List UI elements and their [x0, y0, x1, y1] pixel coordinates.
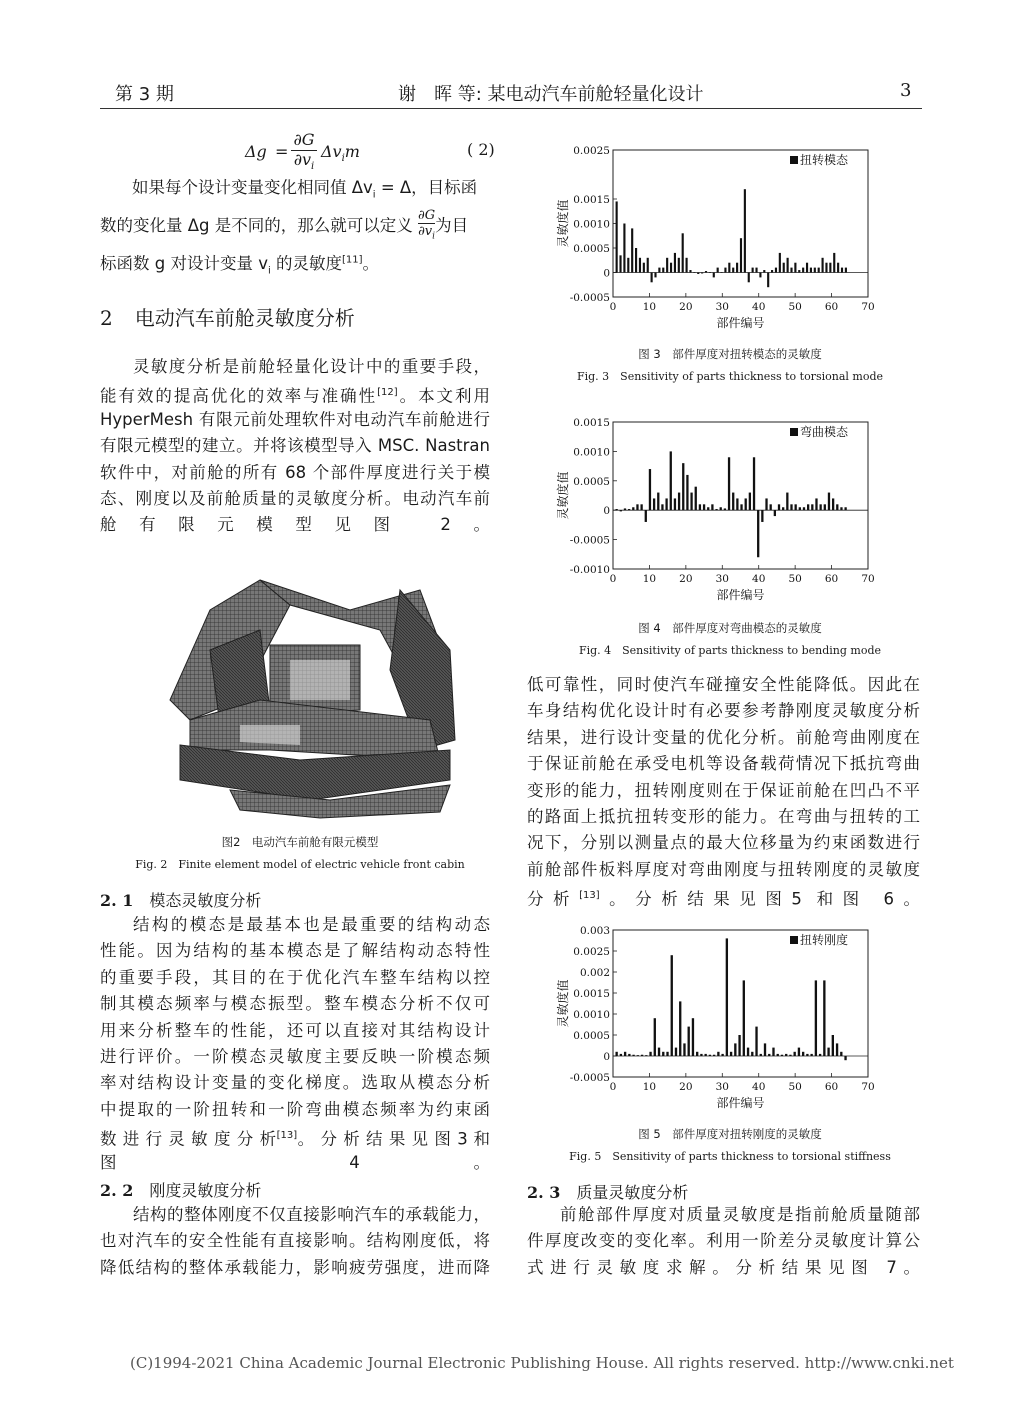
x-tick-label: 50: [788, 301, 802, 313]
bar: [798, 270, 800, 272]
s23-line-2: 件厚度改变的变化率。利用一阶差分灵敏度计算公: [527, 1231, 920, 1251]
bar: [715, 509, 717, 510]
r-line-6: 的路面上抵抗扭转变形的能力。在弯曲与扭转的工: [527, 806, 920, 826]
bar: [803, 507, 805, 510]
bar: [671, 955, 673, 1056]
bar: [686, 258, 688, 273]
bar: [823, 980, 825, 1056]
bar: [662, 268, 664, 273]
bar: [705, 271, 707, 272]
fig2-caption-en: Fig. 2 Finite element model of electric vehicle front cabin: [135, 858, 465, 871]
bar: [728, 457, 730, 510]
sec2-line-7: 舱有限元模型见图 2。: [100, 515, 490, 535]
bar: [771, 270, 773, 272]
s21-line-3: 的重要手段，其目的在于优化汽车整车结构以控: [100, 967, 490, 987]
bar: [829, 263, 831, 273]
s21-line-1: 结构的模态是最基本也是最重要的结构动态: [133, 915, 490, 934]
sec2-line-3: HyperMesh 有限元前处理软件对电动汽车前舱进行: [100, 409, 490, 429]
fig3-caption-zh: 图 3 部件厚度对扭转模态的灵敏度: [638, 347, 822, 361]
page-number: 3: [900, 80, 912, 101]
bar: [825, 263, 827, 273]
bar: [701, 273, 703, 274]
x-tick-label: 70: [861, 1081, 875, 1093]
x-tick-label: 30: [715, 573, 729, 585]
x-tick-label: 40: [752, 301, 766, 313]
bar: [786, 493, 788, 511]
bar: [747, 1048, 749, 1056]
bar: [635, 248, 637, 273]
bar: [822, 258, 824, 273]
bar: [844, 507, 846, 510]
intro-line-1: 如果每个设计变量变化相同值 $\Delta v_i = \Delta$，目标函: [132, 178, 478, 201]
bar: [778, 504, 780, 510]
bar: [674, 253, 676, 273]
bar: [686, 475, 688, 510]
fig4-caption-zh: 图 4 部件厚度对弯曲模态的灵敏度: [638, 621, 822, 635]
s23-line-1: 前舱部件厚度对质量灵敏度是指前舱质量随部: [560, 1205, 920, 1224]
y-tick-label: 0.0015: [573, 988, 610, 1000]
bar: [623, 224, 625, 273]
bar: [753, 457, 755, 510]
bar: [647, 258, 649, 273]
bar: [802, 268, 804, 273]
legend-swatch: [790, 936, 798, 944]
bar: [620, 510, 622, 511]
y-tick-label: 0.0025: [573, 946, 610, 958]
bar: [795, 504, 797, 510]
bar: [736, 498, 738, 510]
bar: [798, 1048, 800, 1056]
r-line-4: 于保证前舱在承受电机等设备载荷情况下抵抗弯曲: [527, 754, 920, 774]
bar: [689, 270, 691, 272]
bar: [696, 1052, 698, 1056]
x-tick-label: 70: [861, 573, 875, 585]
bar: [657, 493, 659, 511]
bar: [845, 268, 847, 273]
bar: [632, 507, 634, 510]
section22-paragraph: [100, 1202, 490, 1281]
formula-rhs: $\Delta v_im$: [321, 142, 360, 165]
bar: [643, 263, 645, 273]
subsection-heading-2-1: 2. 1 模态灵敏度分析: [100, 891, 262, 910]
x-axis-label: 部件编号: [716, 1096, 765, 1110]
bar: [707, 507, 709, 510]
y-tick-label: 0.0010: [573, 1009, 610, 1021]
bar: [785, 1054, 787, 1056]
bar: [819, 504, 821, 510]
bar: [732, 493, 734, 511]
bar: [688, 1027, 690, 1056]
bar: [627, 258, 629, 273]
bar: [645, 1055, 647, 1056]
section2-paragraph: [100, 354, 490, 539]
bar: [726, 938, 728, 1056]
bar: [810, 1054, 812, 1056]
bar: [836, 504, 838, 510]
bar: [819, 1054, 821, 1056]
bar: [690, 493, 692, 511]
issue-number: 第 3 期: [115, 84, 174, 105]
formula-2: [245, 130, 495, 174]
y-tick-label: -0.0005: [569, 292, 610, 304]
bar: [832, 1035, 834, 1056]
bar: [730, 1052, 732, 1056]
r-line-2: 车身结构优化设计时有必要参考静刚度灵敏度分析: [527, 701, 920, 721]
bar: [770, 504, 772, 510]
bar: [833, 253, 835, 273]
s21-line-2: 性能。因为结构的基本模态是了解结构动态特性: [100, 941, 490, 961]
x-tick-label: 60: [824, 301, 839, 313]
x-tick-label: 10: [642, 301, 657, 313]
bar: [768, 1054, 770, 1056]
sec2-line-1: 灵敏度分析是前舱轻量化设计中的重要手段，: [133, 357, 490, 376]
x-tick-label: 0: [609, 1081, 617, 1093]
y-tick-label: 0.002: [579, 967, 610, 979]
bar: [782, 507, 784, 510]
bar: [679, 1001, 681, 1056]
section-heading-2: 2 电动汽车前舱灵敏度分析: [100, 306, 355, 330]
x-tick-label: 70: [861, 301, 875, 313]
section21-paragraph: [100, 912, 490, 1176]
bar: [615, 1052, 617, 1056]
bar: [720, 272, 722, 273]
y-tick-label: -0.0005: [569, 1072, 610, 1084]
bar: [654, 1018, 656, 1056]
bar: [763, 270, 765, 272]
bar: [724, 508, 726, 510]
bar: [654, 273, 656, 278]
bar: [738, 1035, 740, 1056]
x-tick-label: 0: [609, 301, 617, 313]
fig5-caption-zh: 图 5 部件厚度对扭转刚度的灵敏度: [638, 1127, 822, 1141]
bar: [783, 263, 785, 273]
bar: [619, 255, 621, 272]
formula-number: ( 2): [467, 140, 495, 159]
bar: [841, 268, 843, 273]
copyright-footer: (C)1994-2021 China Academic Journal Electronic Publishing House. All rights reserved. http://www.cnki.net: [130, 1354, 954, 1372]
bar: [745, 498, 747, 510]
bar: [713, 273, 715, 278]
bar: [777, 1054, 779, 1056]
s21-line-7: 率对结构设计变量的变化梯度。选取从模态分析: [100, 1073, 490, 1093]
bar: [717, 268, 719, 273]
s21-line-5: 用来分析整车的性能，还可以直接对其结构设计: [100, 1020, 490, 1040]
bar: [640, 504, 642, 510]
bar: [713, 1055, 715, 1056]
x-tick-label: 10: [642, 1081, 657, 1093]
y-tick-label: 0.0010: [573, 446, 610, 459]
x-tick-label: 50: [788, 573, 802, 585]
formula-eq: =: [275, 142, 289, 161]
bar: [620, 1054, 622, 1056]
bar: [697, 273, 699, 274]
x-tick-label: 40: [752, 573, 766, 585]
legend-label: 扭转刚度: [800, 933, 849, 947]
bar: [767, 273, 769, 288]
bar: [645, 510, 647, 522]
sec2-line-6: 态、刚度以及前舱质量的灵敏度分析。电动汽车前: [100, 488, 490, 508]
y-axis-label: 灵敏度值: [556, 979, 570, 1028]
bar: [774, 510, 776, 516]
bar: [765, 498, 767, 510]
sec2-line-2: 能有效的提高优化的效率与准确性[12]。本文利用: [100, 386, 491, 406]
x-tick-label: 0: [609, 573, 617, 585]
fig2-caption-zh: 图2 电动汽车前舱有限元模型: [221, 835, 379, 849]
bar: [616, 201, 618, 272]
fe-model-image: [150, 550, 460, 820]
bar: [721, 1054, 723, 1056]
bar: [628, 1054, 630, 1056]
bar: [790, 268, 792, 273]
legend-label: 扭转模态: [800, 153, 849, 167]
bar: [779, 253, 781, 273]
bar: [711, 504, 713, 510]
bar: [700, 1054, 702, 1056]
bar: [736, 263, 738, 273]
r-line-7: 况下，分别以测量点的最大位移量为约束函数进行: [527, 833, 920, 853]
y-tick-label: 0.0005: [573, 475, 610, 488]
x-axis-label: 部件编号: [716, 316, 765, 330]
subsection-heading-2-3: 2. 3 质量灵敏度分析: [527, 1183, 689, 1202]
x-tick-label: 60: [824, 573, 839, 585]
right-paragraph: [527, 672, 920, 910]
r-line-3: 结果，进行设计变量的优化分析。前舱弯曲刚度在: [527, 727, 920, 747]
y-tick-label: 0.0015: [573, 417, 610, 429]
bar: [789, 1055, 791, 1056]
bar: [670, 451, 672, 510]
y-tick-label: 0: [603, 505, 610, 518]
y-axis-label: 灵敏度值: [556, 471, 570, 520]
chart-torsional-mode: [555, 140, 890, 340]
x-tick-label: 10: [642, 573, 657, 585]
bar: [794, 1052, 796, 1056]
y-tick-label: 0: [603, 267, 610, 280]
sec2-line-4: 有限元模型的建立。并将该模型导入 MSC. Nastran: [100, 436, 490, 456]
y-tick-label: 0.0010: [573, 218, 610, 231]
bar: [811, 504, 813, 510]
legend-swatch: [790, 428, 798, 436]
bar: [748, 273, 750, 283]
r-line-8: 前舱部件板料厚度对弯曲刚度与扭转刚度的灵敏度: [527, 859, 920, 879]
bar: [692, 1018, 694, 1056]
bar: [665, 498, 667, 510]
bar: [827, 1048, 829, 1056]
subsection-heading-2-2: 2. 2 刚度灵敏度分析: [100, 1181, 262, 1200]
bar: [840, 507, 842, 510]
y-tick-label: -0.0010: [569, 564, 610, 576]
bar: [674, 498, 676, 510]
bar: [749, 493, 751, 511]
x-tick-label: 20: [679, 573, 693, 585]
bar: [806, 263, 808, 273]
bar: [615, 509, 617, 510]
bar: [682, 463, 684, 510]
x-tick-label: 30: [715, 301, 729, 313]
fig5-caption-en: Fig. 5 Sensitivity of parts thickness to torsional stiffness: [569, 1150, 891, 1163]
y-axis-label: 灵敏度值: [556, 199, 570, 248]
s22-line-2: 也对汽车的安全性能有直接影响。结构刚度低，将: [100, 1231, 490, 1251]
bar: [744, 189, 746, 272]
running-title: 谢 晖 等: 某电动汽车前舱轻量化设计: [398, 84, 704, 105]
bar: [661, 504, 663, 510]
bar: [732, 268, 734, 273]
chart-bending-mode: [555, 412, 890, 612]
bar: [832, 498, 834, 510]
bar: [709, 1055, 711, 1056]
bar: [828, 493, 830, 511]
formula-lhs: Δg: [245, 142, 267, 161]
legend-label: 弯曲模态: [800, 425, 849, 439]
s21-line-9: 数 进 行 灵 敏 度 分 析[13]。 分 析 结 果 见 图 3 和: [100, 1129, 490, 1149]
bar: [624, 508, 626, 510]
bar: [653, 498, 655, 510]
bar: [836, 1043, 838, 1056]
bar: [695, 487, 697, 511]
x-axis-label: 部件编号: [716, 588, 765, 602]
bar: [678, 493, 680, 511]
bar: [740, 238, 742, 272]
x-tick-label: 50: [788, 1081, 802, 1093]
bar: [844, 1056, 846, 1060]
y-tick-label: 0.0005: [573, 243, 610, 255]
r-line-9: 分析[13]。分析结果见图5 和图 6。: [527, 889, 920, 909]
bar: [717, 1052, 719, 1056]
inline-fraction: $\frac{\partial G}{\partial v_i}$: [418, 208, 436, 242]
bar: [666, 258, 668, 273]
s22-line-3: 降低结构的整体承载能力，影响疲劳强度，进而降: [100, 1257, 490, 1277]
bar: [704, 1054, 706, 1056]
bar: [807, 504, 809, 510]
y-tick-label: -0.0005: [569, 534, 610, 547]
bar: [810, 268, 812, 273]
bar: [670, 263, 672, 273]
y-tick-label: 0.0005: [573, 1030, 610, 1042]
s22-line-1: 结构的整体刚度不仅直接影响汽车的承载能力，: [133, 1205, 490, 1224]
bar: [772, 1048, 774, 1056]
bar: [675, 1048, 677, 1056]
bar: [658, 1048, 660, 1056]
bar: [815, 498, 817, 510]
formula-numerator: ∂G: [293, 130, 315, 149]
bar: [703, 504, 705, 510]
bar: [628, 509, 630, 510]
bar: [728, 263, 730, 273]
bar: [658, 268, 660, 273]
bar: [724, 268, 726, 273]
bar: [649, 1052, 651, 1056]
bar: [651, 273, 653, 283]
x-tick-label: 40: [752, 1081, 766, 1093]
sec2-line-5: 软件中，对前舱的所有 68 个部件厚度进行关于模: [100, 462, 490, 482]
chart-torsional-stiffness: [555, 920, 890, 1120]
bar: [649, 469, 651, 510]
bar: [637, 1055, 639, 1056]
bar: [683, 1043, 685, 1056]
s21-line-8: 中提取的一阶扭转和一阶弯曲模态频率为约束函: [100, 1099, 490, 1119]
header-rule: [100, 108, 922, 109]
r-line-5: 变形的能力，扭转刚度则在于保证前舱在凹凸不平: [527, 780, 920, 800]
bar: [743, 980, 745, 1056]
bar: [662, 1052, 664, 1056]
bar: [840, 1052, 842, 1056]
bar: [720, 507, 722, 510]
bar: [752, 268, 754, 273]
bar: [624, 1052, 626, 1056]
y-tick-label: 0: [603, 1051, 610, 1063]
y-tick-label: 0.0015: [573, 194, 610, 206]
bar: [678, 258, 680, 273]
section23-paragraph: [527, 1202, 920, 1281]
y-tick-label: 0.003: [579, 925, 610, 937]
bar: [755, 268, 757, 273]
bar: [631, 228, 633, 272]
bar: [682, 233, 684, 272]
s21-line-4: 制其模态频率与模态振型。整车模态分析不仅可: [100, 994, 490, 1014]
bar: [734, 1043, 736, 1056]
bar: [794, 263, 796, 273]
fig4-caption-en: Fig. 4 Sensitivity of parts thickness to bending mode: [578, 644, 882, 657]
bar: [699, 504, 701, 510]
bar: [639, 258, 641, 273]
bar: [761, 510, 763, 522]
x-tick-label: 30: [715, 1081, 729, 1093]
bar: [641, 1055, 643, 1056]
bar: [781, 1055, 783, 1056]
bar: [814, 268, 816, 273]
y-tick-label: 0.0025: [573, 145, 610, 157]
s21-line-6: 进行评价。一阶模态灵敏度主要反映一阶模态频: [100, 1046, 490, 1066]
intro-line-3: 标函数 g 对设计变量 $v_i$ 的灵敏度[11]。: [100, 254, 380, 277]
bar: [751, 1052, 753, 1056]
formula-denominator: $\partial v_i$: [293, 150, 315, 173]
intro-line-2: 数的变化量 Δg 是不同的，那么就可以定义 $\frac{\partial G}{\partial v_i}$ 为目: [100, 208, 468, 245]
fig3-caption-en: Fig. 3 Sensitivity of parts thickness to torsional mode: [576, 370, 883, 383]
s23-line-3: 式进行灵敏度求解。分析结果见图 7。: [527, 1257, 920, 1277]
bar: [787, 258, 789, 273]
s21-line-10: 图 4。: [100, 1152, 490, 1172]
x-tick-label: 60: [824, 1081, 839, 1093]
bar: [818, 268, 820, 273]
legend-swatch: [790, 156, 798, 164]
bar: [760, 1054, 762, 1056]
bar: [755, 1027, 757, 1056]
bar: [632, 1055, 634, 1056]
bar: [790, 504, 792, 510]
bar: [806, 1054, 808, 1056]
bar: [815, 980, 817, 1056]
r-line-1: 低可靠性，同时使汽车碰撞安全性能降低。因此在: [527, 675, 920, 694]
bar: [693, 272, 695, 273]
x-tick-label: 20: [679, 301, 693, 313]
bar: [709, 272, 711, 273]
bar: [636, 504, 638, 510]
bar: [799, 507, 801, 510]
x-tick-label: 20: [679, 1081, 693, 1093]
bar: [759, 273, 761, 278]
bar: [740, 504, 742, 510]
bar: [775, 268, 777, 273]
bar: [824, 504, 826, 510]
bar: [764, 1043, 766, 1056]
bar: [802, 1052, 804, 1056]
bar: [837, 263, 839, 273]
bar: [666, 1052, 668, 1056]
bar: [757, 510, 759, 557]
